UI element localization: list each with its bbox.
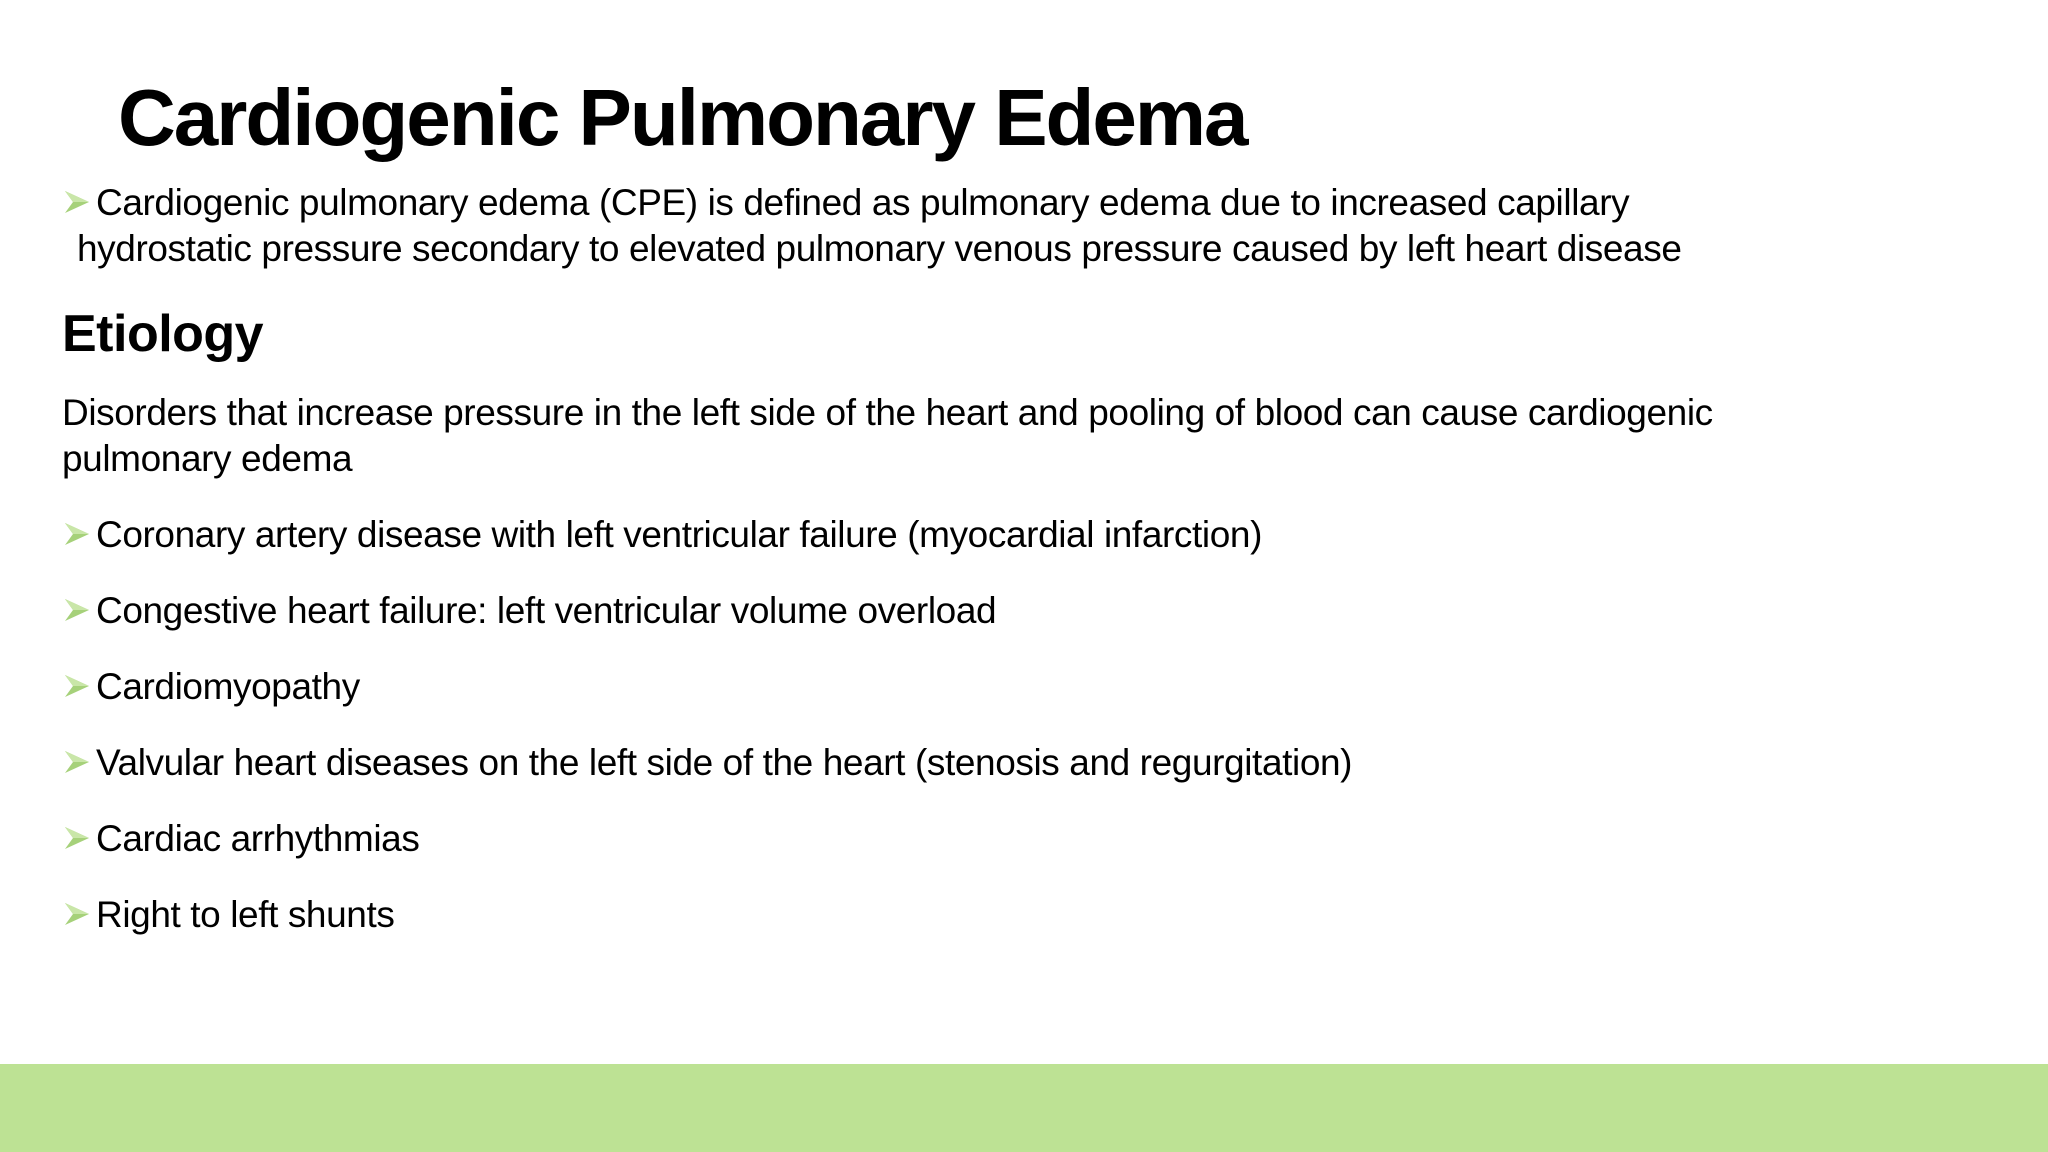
slide-content: [62, 180, 1962, 968]
etiology-intro: [62, 390, 1962, 482]
arrow-bullet-icon: [62, 519, 96, 549]
cause-text: Valvular heart diseases on the left side of the heart (stenosis and regurgitation): [96, 742, 1353, 783]
cause-text: Cardiomyopathy: [96, 666, 360, 707]
slide-title: Cardiogenic Pulmonary Edema: [118, 73, 1247, 162]
list-item: [62, 892, 1962, 938]
arrow-bullet-icon: [62, 187, 96, 217]
cause-text: Coronary artery disease with left ventricular failure (myocardial infarction): [96, 514, 1262, 555]
arrow-bullet-icon: [62, 823, 96, 853]
arrow-bullet-icon: [62, 595, 96, 625]
definition-line-1: Cardiogenic pulmonary edema (CPE) is defined as pulmonary edema due to increased capillary: [96, 182, 1630, 223]
arrow-bullet-icon: [62, 747, 96, 777]
list-item: [62, 512, 1962, 558]
list-item: [62, 588, 1962, 634]
footer-band: [0, 1064, 2048, 1152]
list-item: [62, 816, 1962, 862]
etiology-heading: Etiology: [62, 305, 264, 363]
cause-text: Cardiac arrhythmias: [96, 818, 420, 859]
list-item: [62, 664, 1962, 710]
arrow-bullet-icon: [62, 671, 96, 701]
causes-list: [62, 512, 1962, 938]
list-item: [62, 740, 1962, 786]
cause-text: Congestive heart failure: left ventricular volume overload: [96, 590, 997, 631]
definition-bullet: [62, 180, 1962, 272]
definition-line-2: hydrostatic pressure secondary to elevated pulmonary venous pressure caused by left heart disease: [77, 228, 1682, 269]
cause-text: Right to left shunts: [96, 894, 395, 935]
etiology-intro-line-2: pulmonary edema: [62, 438, 353, 479]
etiology-intro-line-1: Disorders that increase pressure in the left side of the heart and pooling of blood can cause cardiogenic: [62, 392, 1713, 433]
arrow-bullet-icon: [62, 899, 96, 929]
